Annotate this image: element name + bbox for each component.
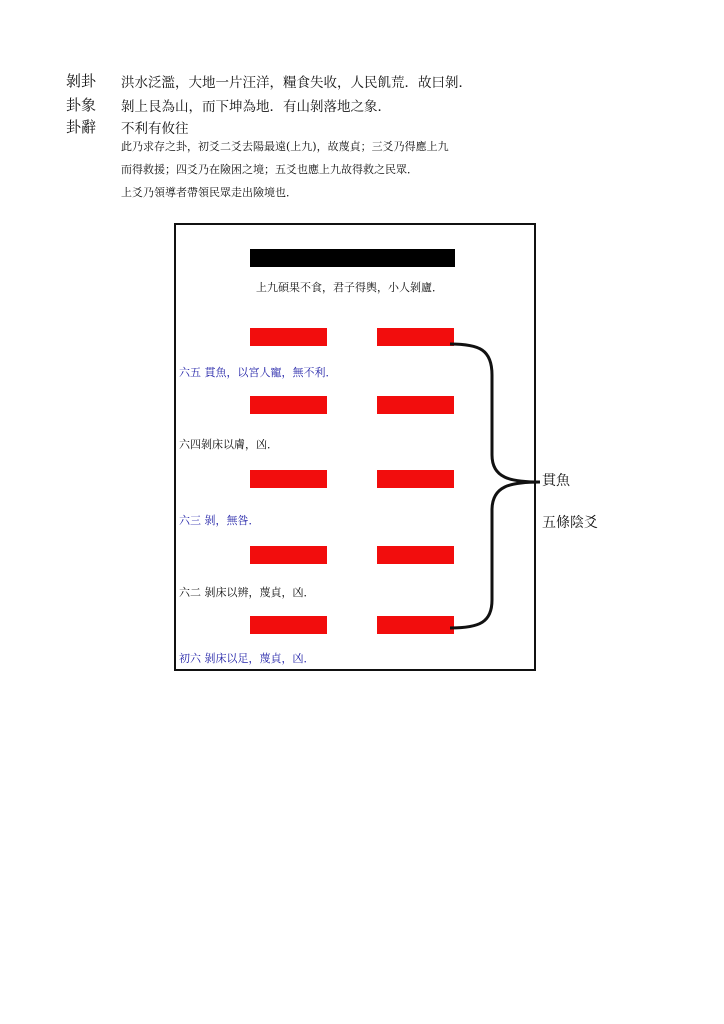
line-label-2: 六二 剝床以辨，蔑貞，凶．	[179, 586, 315, 599]
top-yang-line	[250, 249, 455, 267]
yin-line-4-left	[250, 396, 327, 414]
yin-line-1-left	[250, 616, 327, 634]
brace-label-fish: 貫魚	[542, 473, 570, 489]
hexagram-name-text: 洪水泛濫，大地一片汪洋，糧食失收，人民飢荒．故曰剝．	[121, 75, 472, 91]
yin-line-3-left	[250, 470, 327, 488]
yin-line-2-left	[250, 546, 327, 564]
line-label-5: 六五 貫魚，以宮人寵，無不利．	[179, 366, 337, 379]
commentary-line-3: 上爻乃領導者帶領民眾走出險境也．	[121, 186, 297, 199]
hexagram-image-text: 剝上艮為山，而下坤為地．有山剝落地之象．	[121, 99, 391, 115]
hexagram-judgment-text: 不利有攸往	[121, 121, 189, 137]
brace-label-five-yin: 五條陰爻	[542, 515, 598, 531]
hexagram-name-label: 剝卦	[66, 72, 97, 90]
hexagram-image-label: 卦象	[66, 96, 97, 114]
hexagram-judgment-label: 卦辭	[66, 118, 97, 136]
line-label-4: 六四剝床以膚，凶．	[179, 438, 278, 451]
commentary-line-2: 而得救援；四爻乃在險困之境；五爻也應上九故得救之民眾．	[121, 163, 418, 176]
commentary-line-1: 此乃求存之卦，初爻二爻去陽最遠(上九)，故蔑貞；三爻乃得應上九	[121, 140, 449, 153]
line-label-3: 六三 剝，無咎．	[179, 514, 260, 527]
line-label-1: 初六 剝床以足，蔑貞，凶．	[179, 652, 315, 665]
top-line-text: 上九碩果不食，君子得輿，小人剝廬．	[256, 281, 443, 294]
brace-bracket	[440, 330, 550, 640]
yin-line-5-left	[250, 328, 327, 346]
brace-path	[450, 344, 540, 628]
